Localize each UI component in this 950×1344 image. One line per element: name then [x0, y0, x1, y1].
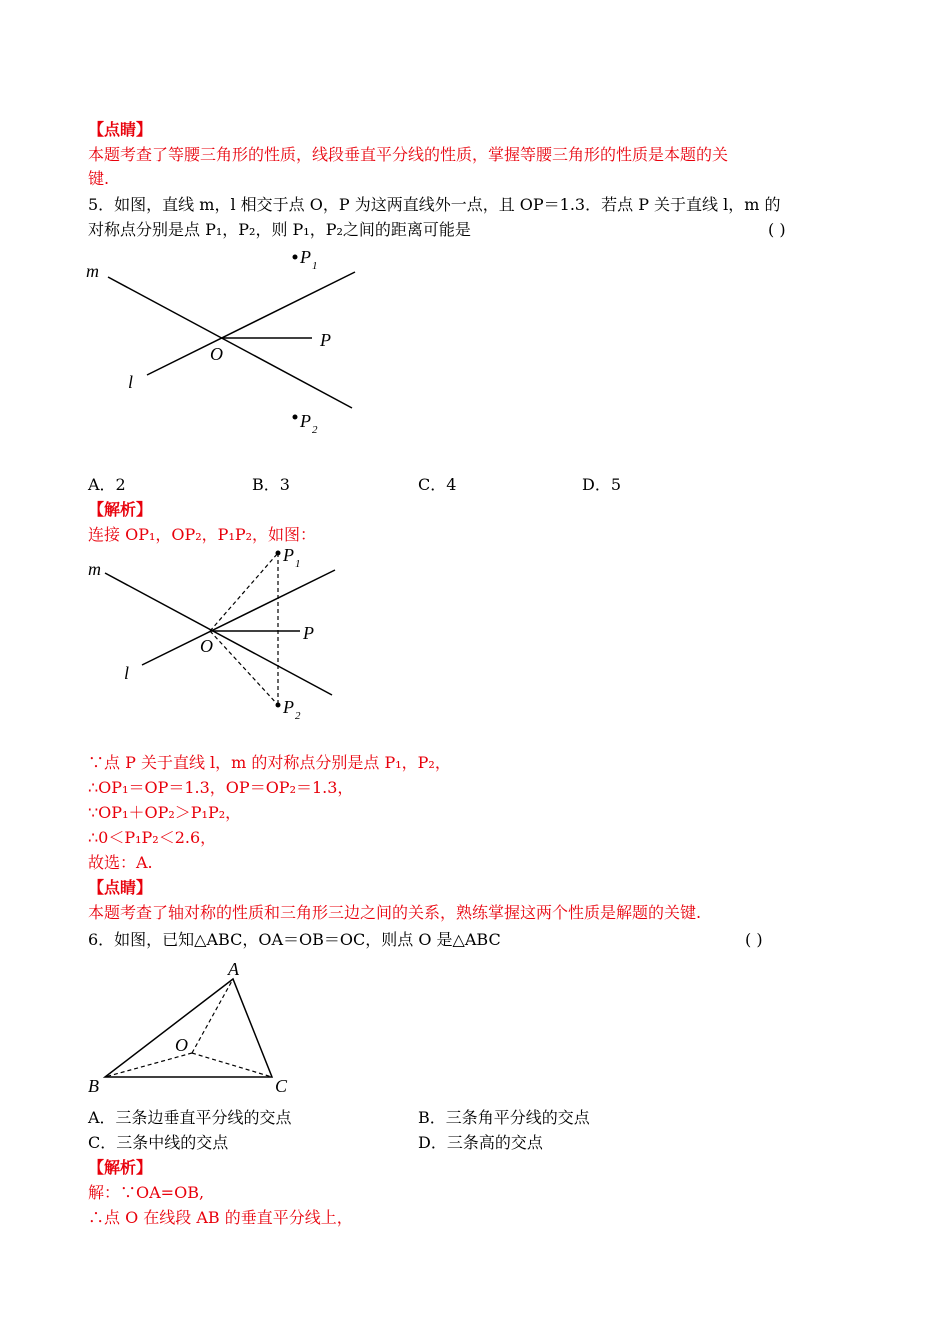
label-p2: P [283, 697, 294, 717]
q5-hint-text: 本题考查了轴对称的性质和三角形三边之间的关系，熟练掌握这两个性质是解题的关键. [88, 903, 702, 922]
label-a: A [228, 959, 239, 979]
label-l: l [124, 663, 130, 683]
label-p2-sub: 2 [295, 710, 301, 722]
q6-choice-c: C．三条中线的交点 [88, 1133, 229, 1152]
label-m: m [86, 261, 99, 281]
hint-text-line2: 键. [88, 169, 110, 188]
line-m [108, 277, 352, 408]
label-p1-sub: 1 [312, 260, 318, 272]
label-l: l [128, 372, 134, 392]
q6-step-2: ∴点 O 在线段 AB 的垂直平分线上， [88, 1208, 353, 1227]
label-m: m [88, 559, 101, 579]
q5-stem-line1: 5．如图，直线 m，l 相交于点 O，P 为这两直线外一点，且 OP＝1.3．若点 P 关于直线 l，m 的 [88, 195, 781, 214]
q5-step-1: ∵点 P 关于直线 l，m 的对称点分别是点 P₁，P₂， [88, 753, 451, 772]
point-p2 [276, 703, 281, 708]
label-p2-sub: 2 [312, 424, 318, 436]
q5-step-4: ∴0＜P₁P₂＜2.6， [88, 828, 217, 847]
q6-figure [80, 955, 320, 1095]
segment-op1 [210, 553, 278, 631]
label-p2: P [300, 411, 311, 431]
segment-oa [192, 979, 233, 1053]
q5-figure [80, 245, 380, 445]
q5-choice-b: B．3 [252, 475, 290, 494]
q5-hint-title: 【点睛】 [88, 878, 153, 897]
line-l [147, 272, 355, 375]
triangle-abc [105, 979, 272, 1077]
label-b: B [88, 1076, 99, 1096]
q5-choice-a: A．2 [88, 475, 126, 494]
segment-op2 [210, 631, 278, 705]
label-p: P [303, 623, 314, 643]
q5-analysis-figure [80, 545, 380, 725]
hint-title: 【点睛】 [88, 120, 153, 139]
label-p1-sub: 1 [295, 558, 301, 570]
line-m [105, 573, 332, 695]
point-p2 [293, 415, 298, 420]
label-p1: P [283, 545, 294, 565]
label-o: O [175, 1035, 188, 1055]
segment-oc [192, 1053, 272, 1077]
q5-choice-d: D．5 [582, 475, 622, 494]
q5-analysis-title: 【解析】 [88, 500, 153, 519]
q5-step-3: ∵OP₁＋OP₂＞P₁P₂， [88, 803, 242, 822]
q5-answer-paren: ( ) [768, 220, 786, 239]
line-l [142, 570, 335, 665]
q5-analysis-intro: 连接 OP₁，OP₂，P₁P₂，如图： [88, 525, 317, 544]
label-p: P [320, 330, 331, 350]
label-o: O [210, 344, 223, 364]
label-o: O [200, 636, 213, 656]
hint-text-line1: 本题考查了等腰三角形的性质，线段垂直平分线的性质，掌握等腰三角形的性质是本题的关 [88, 145, 729, 164]
label-c: C [275, 1076, 288, 1096]
q6-choice-b: B．三条角平分线的交点 [418, 1108, 590, 1127]
label-p1: P [300, 247, 311, 267]
q5-stem-line2: 对称点分别是点 P₁，P₂，则 P₁，P₂之间的距离可能是 [88, 220, 471, 239]
q5-choice-c: C．4 [418, 475, 457, 494]
segment-ob [105, 1053, 192, 1077]
q6-answer-paren: ( ) [745, 930, 763, 949]
point-p1 [293, 255, 298, 260]
q6-choice-a: A．三条边垂直平分线的交点 [88, 1108, 292, 1127]
q5-step-2: ∴OP₁＝OP＝1.3，OP＝OP₂＝1.3， [88, 778, 354, 797]
point-p1 [276, 551, 281, 556]
q6-choice-d: D．三条高的交点 [418, 1133, 543, 1152]
q6-analysis-title: 【解析】 [88, 1158, 153, 1177]
q5-step-5: 故选：A. [88, 853, 153, 872]
q6-step-1: 解：∵OA=OB, [88, 1183, 205, 1202]
q6-stem: 6．如图，已知△ABC，OA＝OB＝OC，则点 O 是△ABC [88, 930, 501, 949]
